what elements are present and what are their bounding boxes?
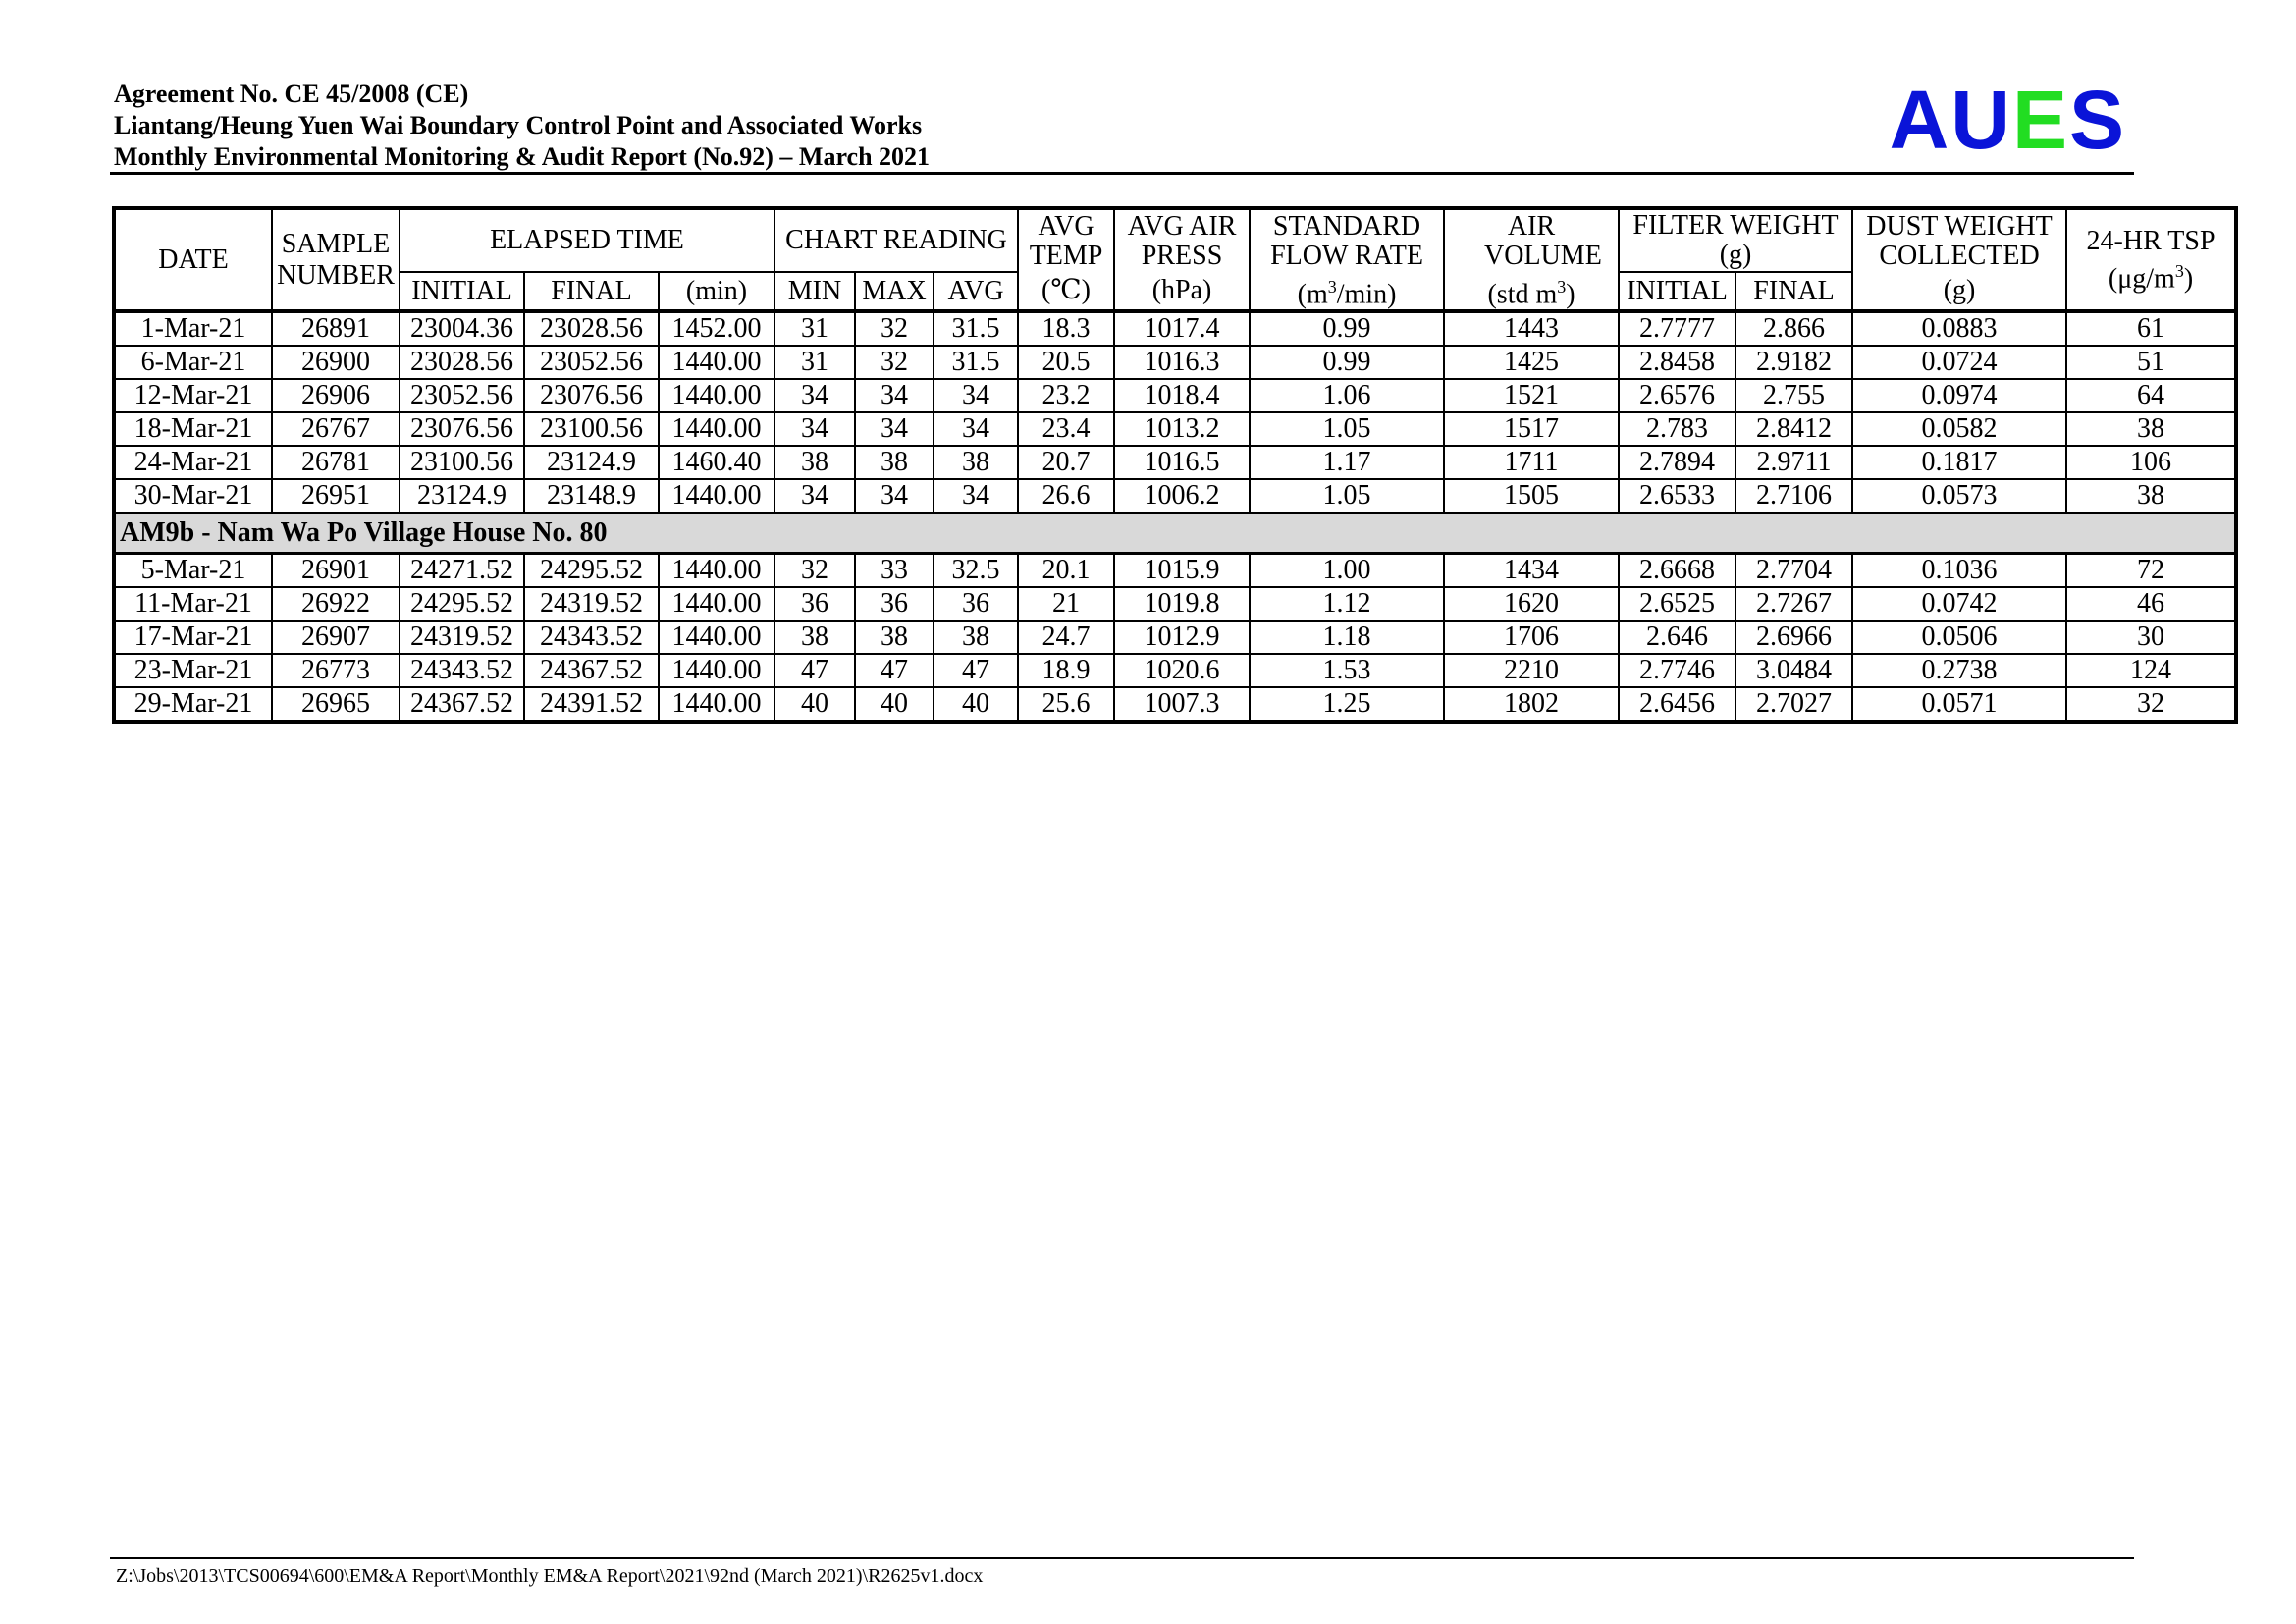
table-cell: 32 — [855, 346, 934, 379]
table-cell: 30-Mar-21 — [114, 479, 272, 514]
table-cell: 1706 — [1444, 621, 1619, 654]
table-cell: 47 — [855, 654, 934, 687]
footer-file-path: Z:\Jobs\2013\TCS00694\600\EM&A Report\Monthly EM&A Report\2021\92nd (March 2021)\R2625v1.docx — [116, 1565, 984, 1587]
report-title: Monthly Environmental Monitoring & Audit Report (No.92) – March 2021 — [114, 142, 931, 171]
table-cell: 26773 — [272, 654, 400, 687]
table-cell: 46 — [2066, 587, 2236, 621]
table-cell: 1460.40 — [659, 446, 774, 479]
table-cell: 26.6 — [1018, 479, 1114, 514]
table-cell: 1.12 — [1250, 587, 1444, 621]
col-filter-final: FINAL — [1735, 272, 1852, 311]
table-cell: 11-Mar-21 — [114, 587, 272, 621]
table-cell: 24271.52 — [400, 554, 524, 588]
table-cell: 23148.9 — [524, 479, 659, 514]
table-cell: 1440.00 — [659, 379, 774, 412]
table-cell: 23004.36 — [400, 311, 524, 346]
col-avg-temp-unit: (℃) — [1018, 272, 1114, 311]
table-cell: 2.6456 — [1619, 687, 1735, 722]
table-cell: 2.7777 — [1619, 311, 1735, 346]
col-standard-flow-rate: STANDARD FLOW RATE — [1250, 208, 1444, 272]
table-cell: 1434 — [1444, 554, 1619, 588]
table-cell: 1006.2 — [1114, 479, 1250, 514]
table-cell: 1017.4 — [1114, 311, 1250, 346]
table-cell: 26922 — [272, 587, 400, 621]
table-cell: 34 — [855, 412, 934, 446]
table-cell: 38 — [774, 446, 855, 479]
table-cell: 2.646 — [1619, 621, 1735, 654]
table-cell: 1521 — [1444, 379, 1619, 412]
col-avg-air-press-unit: (hPa) — [1114, 272, 1250, 311]
col-avg-air-press: AVG AIR PRESS — [1114, 208, 1250, 272]
table-cell: 29-Mar-21 — [114, 687, 272, 722]
table-cell: 2.6525 — [1619, 587, 1735, 621]
table-cell: 1440.00 — [659, 479, 774, 514]
tsp-unit-sup: 3 — [2174, 260, 2184, 281]
table-cell: 31.5 — [934, 311, 1018, 346]
table-row — [114, 687, 2236, 722]
table-cell: 24367.52 — [400, 687, 524, 722]
table-cell: 1620 — [1444, 587, 1619, 621]
table-cell: 1440.00 — [659, 654, 774, 687]
tsp-unit-text: (μg/m — [2108, 262, 2175, 294]
table-cell: 1019.8 — [1114, 587, 1250, 621]
table-cell: 20.1 — [1018, 554, 1114, 588]
table-cell: 24.7 — [1018, 621, 1114, 654]
table-cell: 24343.52 — [524, 621, 659, 654]
header-row-2 — [114, 272, 2236, 311]
table-cell: 1440.00 — [659, 621, 774, 654]
table-cell: 34 — [934, 479, 1018, 514]
table-cell: 1012.9 — [1114, 621, 1250, 654]
table-cell: 2.7106 — [1735, 479, 1852, 514]
table-cell: 1440.00 — [659, 687, 774, 722]
table-cell: 2.866 — [1735, 311, 1852, 346]
header-lines — [114, 79, 2134, 173]
table-cell: 2.6576 — [1619, 379, 1735, 412]
table-cell: 1.00 — [1250, 554, 1444, 588]
col-sample-number: SAMPLE NUMBER — [272, 208, 400, 311]
table-cell: 32 — [774, 554, 855, 588]
header-row-1 — [114, 208, 2236, 272]
table-cell: 1015.9 — [1114, 554, 1250, 588]
table-cell: 20.5 — [1018, 346, 1114, 379]
table-cell: 61 — [2066, 311, 2236, 346]
table-cell: 1440.00 — [659, 587, 774, 621]
table-cell: 1.05 — [1250, 479, 1444, 514]
table-cell: 24295.52 — [524, 554, 659, 588]
table-cell: 21 — [1018, 587, 1114, 621]
table-cell: 1443 — [1444, 311, 1619, 346]
table-cell: 26965 — [272, 687, 400, 722]
tsp-monitoring-table — [112, 206, 2238, 724]
col-chart-reading: CHART READING — [774, 208, 1018, 272]
table-cell: 25.6 — [1018, 687, 1114, 722]
col-elapsed-time: ELAPSED TIME — [400, 208, 774, 272]
table-cell: 40 — [855, 687, 934, 722]
table-cell: 0.0582 — [1852, 412, 2066, 446]
report-header — [114, 74, 2134, 173]
table-cell: 34 — [934, 412, 1018, 446]
table-row — [114, 554, 2236, 588]
table-cell: 0.0571 — [1852, 687, 2066, 722]
table-cell: 0.0724 — [1852, 346, 2066, 379]
tsp-label: 24-HR TSP — [2086, 225, 2216, 256]
table-cell: 38 — [774, 621, 855, 654]
table-cell: 2.6966 — [1735, 621, 1852, 654]
table-cell: 26906 — [272, 379, 400, 412]
table-cell: 38 — [934, 621, 1018, 654]
table-cell: 2.7267 — [1735, 587, 1852, 621]
table-cell: 2.7894 — [1619, 446, 1735, 479]
table-row — [114, 654, 2236, 687]
table-cell: 3.0484 — [1735, 654, 1852, 687]
section-title: AM9b - Nam Wa Po Village House No. 80 — [114, 514, 2236, 554]
table-cell: 38 — [2066, 479, 2236, 514]
table-cell: 23100.56 — [400, 446, 524, 479]
logo-part-s: S — [2068, 74, 2126, 166]
table-cell: 34 — [934, 379, 1018, 412]
table-cell: 36 — [855, 587, 934, 621]
table-cell: 0.1817 — [1852, 446, 2066, 479]
table-cell: 24343.52 — [400, 654, 524, 687]
table-cell: 23100.56 — [524, 412, 659, 446]
table-cell: 0.1036 — [1852, 554, 2066, 588]
col-avg-temp: AVG TEMP — [1018, 208, 1114, 272]
table-cell: 26781 — [272, 446, 400, 479]
col-filter-initial: INITIAL — [1619, 272, 1735, 311]
table-cell: 1711 — [1444, 446, 1619, 479]
table-cell: 2.8412 — [1735, 412, 1852, 446]
table-cell: 23.2 — [1018, 379, 1114, 412]
col-tsp — [2066, 208, 2236, 311]
table-cell: 1440.00 — [659, 554, 774, 588]
table-cell: 1016.3 — [1114, 346, 1250, 379]
table-cell: 0.2738 — [1852, 654, 2066, 687]
table-cell: 20.7 — [1018, 446, 1114, 479]
table-cell: 36 — [934, 587, 1018, 621]
table-cell: 2.7704 — [1735, 554, 1852, 588]
table-cell: 38 — [855, 446, 934, 479]
col-elapsed-final: FINAL — [524, 272, 659, 311]
table-cell: 2.755 — [1735, 379, 1852, 412]
table-cell: 0.0974 — [1852, 379, 2066, 412]
table-cell: 31 — [774, 346, 855, 379]
table-cell: 0.0742 — [1852, 587, 2066, 621]
table-cell: 24-Mar-21 — [114, 446, 272, 479]
table-cell: 1440.00 — [659, 346, 774, 379]
table-cell: 1.05 — [1250, 412, 1444, 446]
table-cell: 26900 — [272, 346, 400, 379]
col-chart-max: MAX — [855, 272, 934, 311]
table-cell: 23028.56 — [400, 346, 524, 379]
table-cell: 24319.52 — [524, 587, 659, 621]
table-cell: 64 — [2066, 379, 2236, 412]
table-row — [114, 346, 2236, 379]
col-dust-weight-unit: (g) — [1852, 272, 2066, 311]
table-cell: 38 — [2066, 412, 2236, 446]
table-cell: 0.99 — [1250, 346, 1444, 379]
table-cell: 0.0883 — [1852, 311, 2066, 346]
table-cell: 0.0506 — [1852, 621, 2066, 654]
air-volume-unit-sup: 3 — [1557, 277, 1567, 297]
table-cell: 38 — [934, 446, 1018, 479]
table-cell: 1.18 — [1250, 621, 1444, 654]
col-elapsed-min: (min) — [659, 272, 774, 311]
table-cell: 18.3 — [1018, 311, 1114, 346]
table-cell: 40 — [774, 687, 855, 722]
agreement-number: Agreement No. CE 45/2008 (CE) — [114, 80, 469, 108]
aues-logo — [1889, 74, 2126, 166]
table-cell: 18-Mar-21 — [114, 412, 272, 446]
table-cell: 23-Mar-21 — [114, 654, 272, 687]
table-cell: 23076.56 — [400, 412, 524, 446]
table-cell: 51 — [2066, 346, 2236, 379]
table-cell: 1-Mar-21 — [114, 311, 272, 346]
col-date: DATE — [114, 208, 272, 311]
col-flow-unit — [1250, 272, 1444, 311]
table-cell: 1452.00 — [659, 311, 774, 346]
col-air-volume-unit — [1444, 272, 1619, 311]
filter-weight-label: FILTER WEIGHT — [1632, 210, 1839, 241]
section-row — [114, 514, 2236, 554]
table-cell: 1020.6 — [1114, 654, 1250, 687]
table-cell: 23076.56 — [524, 379, 659, 412]
table-cell: 26901 — [272, 554, 400, 588]
table-cell: 17-Mar-21 — [114, 621, 272, 654]
table-cell: 1.25 — [1250, 687, 1444, 722]
table-row — [114, 587, 2236, 621]
table-cell: 34 — [774, 412, 855, 446]
table-cell: 1802 — [1444, 687, 1619, 722]
table-cell: 18.9 — [1018, 654, 1114, 687]
footer-divider — [110, 1557, 2134, 1559]
table-cell: 38 — [855, 621, 934, 654]
table-cell: 36 — [774, 587, 855, 621]
table-cell: 2.9182 — [1735, 346, 1852, 379]
table-cell: 47 — [934, 654, 1018, 687]
table-row — [114, 379, 2236, 412]
table-cell: 23124.9 — [400, 479, 524, 514]
table-cell: 32.5 — [934, 554, 1018, 588]
table-row — [114, 311, 2236, 346]
col-filter-weight — [1619, 208, 1852, 272]
table-cell: 2.7746 — [1619, 654, 1735, 687]
table-cell: 0.99 — [1250, 311, 1444, 346]
table-cell: 34 — [855, 379, 934, 412]
col-elapsed-initial: INITIAL — [400, 272, 524, 311]
table-cell: 26907 — [272, 621, 400, 654]
flow-unit-text: (m — [1297, 279, 1328, 310]
table-cell: 1440.00 — [659, 412, 774, 446]
col-dust-weight: DUST WEIGHT COLLECTED — [1852, 208, 2066, 272]
table-cell: 1505 — [1444, 479, 1619, 514]
table-cell: 31 — [774, 311, 855, 346]
project-title: Liantang/Heung Yuen Wai Boundary Control Point and Associated Works — [114, 111, 923, 139]
table-cell: 2.6533 — [1619, 479, 1735, 514]
table-cell: 30 — [2066, 621, 2236, 654]
table-cell: 1.06 — [1250, 379, 1444, 412]
table-cell: 2.7027 — [1735, 687, 1852, 722]
table-cell: 32 — [855, 311, 934, 346]
table-cell: 26951 — [272, 479, 400, 514]
table-cell: 24295.52 — [400, 587, 524, 621]
table-cell: 12-Mar-21 — [114, 379, 272, 412]
table-cell: 1425 — [1444, 346, 1619, 379]
table-cell: 40 — [934, 687, 1018, 722]
table-cell: 1.53 — [1250, 654, 1444, 687]
table-cell: 23124.9 — [524, 446, 659, 479]
table-cell: 33 — [855, 554, 934, 588]
logo-part-e: E — [2011, 74, 2069, 166]
table-body — [114, 311, 2236, 722]
table-cell: 26767 — [272, 412, 400, 446]
col-chart-min: MIN — [774, 272, 855, 311]
table-cell: 124 — [2066, 654, 2236, 687]
flow-unit-sup: 3 — [1327, 277, 1337, 297]
table-cell: 23028.56 — [524, 311, 659, 346]
table-cell: 2.8458 — [1619, 346, 1735, 379]
table-cell: 1.17 — [1250, 446, 1444, 479]
table-cell: 1016.5 — [1114, 446, 1250, 479]
table-cell: 34 — [774, 379, 855, 412]
table-cell: 106 — [2066, 446, 2236, 479]
flow-unit-rest: /min) — [1336, 279, 1397, 310]
filter-weight-unit: (g) — [1719, 240, 1752, 270]
table-cell: 1007.3 — [1114, 687, 1250, 722]
table-row — [114, 446, 2236, 479]
table-cell: 2.6668 — [1619, 554, 1735, 588]
table-row — [114, 621, 2236, 654]
table-row — [114, 412, 2236, 446]
table-cell: 1517 — [1444, 412, 1619, 446]
air-volume-unit-close: ) — [1566, 279, 1575, 310]
tsp-unit — [2067, 256, 2234, 294]
table-cell: 31.5 — [934, 346, 1018, 379]
table-cell: 2.783 — [1619, 412, 1735, 446]
table-cell: 47 — [774, 654, 855, 687]
table-cell: 24319.52 — [400, 621, 524, 654]
table-cell: 72 — [2066, 554, 2236, 588]
table-cell: 1013.2 — [1114, 412, 1250, 446]
table-cell: 0.0573 — [1852, 479, 2066, 514]
table-row — [114, 479, 2236, 514]
table-cell: 34 — [855, 479, 934, 514]
header-divider — [110, 172, 2134, 175]
table-cell: 32 — [2066, 687, 2236, 722]
air-volume-unit-text: (std m — [1487, 279, 1558, 310]
tsp-unit-close: ) — [2183, 262, 2194, 294]
table-cell: 23052.56 — [400, 379, 524, 412]
table-cell: 2210 — [1444, 654, 1619, 687]
col-chart-avg: AVG — [934, 272, 1018, 311]
logo-part-au: AU — [1889, 74, 2012, 166]
table-cell: 34 — [774, 479, 855, 514]
table-cell: 5-Mar-21 — [114, 554, 272, 588]
table-cell: 23052.56 — [524, 346, 659, 379]
table-cell: 24391.52 — [524, 687, 659, 722]
table-cell: 23.4 — [1018, 412, 1114, 446]
table-cell: 1018.4 — [1114, 379, 1250, 412]
table-cell: 24367.52 — [524, 654, 659, 687]
table-cell: 26891 — [272, 311, 400, 346]
col-air-volume: AIR VOLUME — [1444, 208, 1619, 272]
table-cell: 6-Mar-21 — [114, 346, 272, 379]
table-cell: 2.9711 — [1735, 446, 1852, 479]
